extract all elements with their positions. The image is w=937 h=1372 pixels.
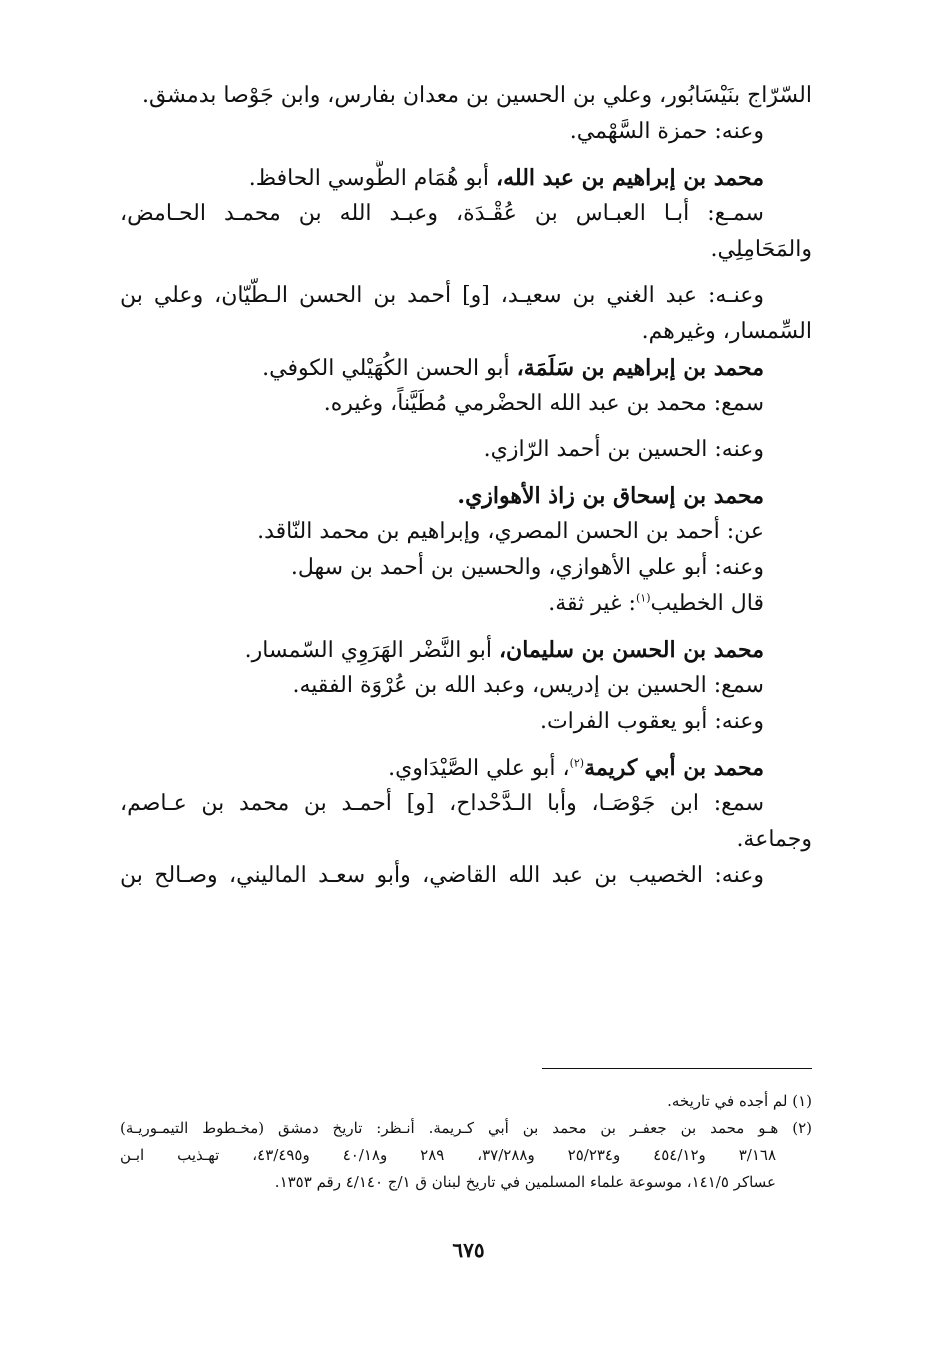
text-line: سمع: ابن جَوْصَـا، وأبا الـدَّحْداح، [و] أحمـد بن محمد بن عـاصم، (120, 791, 764, 816)
text-line: وعنه: أبو علي الأهوازي، والحسين بن أحمد بن سهل. (290, 555, 764, 580)
text-line: وعنه: حمزة السَّهْمي. (569, 119, 764, 144)
text-line: وعنه: الخصيب بن عبد الله القاضي، وأبو سعـد الماليني، وصـالح بن (120, 863, 764, 888)
footnote-2-continued: ٣/١٦٨ و٤٥٤/١٢ و٢٥/٢٣٤ و٣٧/٢٨٨، ٢٨٩ و٤٠/١٨ و٤٣/٤٩٥، تهـذيب ابـن (120, 1146, 776, 1164)
footnotes (120, 1088, 812, 1196)
footnote-1: (١) لم أجده في تاريخه. (667, 1092, 812, 1110)
text-line (120, 586, 812, 622)
quote-source: قال الخطيب (650, 591, 764, 616)
quote-text: : غير ثقة. (548, 591, 636, 616)
entry-heading (120, 350, 812, 386)
entry-kunya: أبو النَّضْر الهَرَوِي السّمسار. (244, 638, 499, 663)
entry-heading (120, 750, 812, 786)
footnote-2: (٢) هـو محمد بن جعفـر بن محمد بن أبي كـريمة. أنـظر: تاريخ دمشق (مخـطوط التيمـوريـة) (120, 1119, 812, 1137)
footnote-marker: (٢) (569, 756, 585, 770)
text-line: وعنـه: عبد الغني بن سعيـد، [و] أحمد بن الحسن الـطّيّان، وعلي بن (120, 283, 764, 308)
page-number: ٦٧٥ (452, 1238, 485, 1262)
entry-kunya: ، أبو علي الصَّيْدَاوي. (388, 756, 570, 781)
text-line: سمـع: أبـا العبـاس بن عُقْـدَة، وعبـد الله بن محمـد الحـامض، (120, 201, 764, 226)
entry-name: محمد بن إبراهيم بن سَلَمَة، (516, 355, 764, 381)
entry-heading (120, 160, 812, 196)
text-line: وعنه: أبو يعقوب الفرات. (539, 709, 764, 734)
text-line: عن: أحمد بن الحسن المصري، وإبراهيم بن محمد النّاقد. (257, 519, 764, 544)
entry-name: محمد بن إبراهيم بن عبد الله، (496, 165, 764, 191)
footnote-divider (542, 1068, 812, 1069)
entry-name: محمد بن الحسن بن سليمان، (498, 637, 764, 663)
text-line: وجماعة. (736, 827, 812, 852)
entry-heading (120, 478, 812, 514)
entry-kunya: أبو هُمَام الطُّوسي الحافظ. (248, 166, 497, 191)
entry-name: محمد بن إسحاق بن زاذ الأهوازي. (457, 483, 764, 509)
footnote-2-continued: عساكر ١٤١/٥، موسوعة علماء المسلمين في تاريخ لبنان ق ١/ج ٤/١٤٠ رقم ١٣٥٣. (274, 1173, 776, 1191)
text-line: سمع: محمد بن عبد الله الحضْرمي مُطَيَّناً، وغيره. (323, 391, 764, 416)
text-line: سمع: الحسين بن إدريس، وعبد الله بن عُرْوَة الفقيه. (292, 673, 764, 698)
text-line: والمَحَامِلِي. (710, 237, 812, 262)
text-line: وعنه: الحسين بن أحمد الرّازي. (483, 437, 764, 462)
main-text (120, 78, 812, 894)
entry-heading (120, 632, 812, 668)
footnote-marker: (١) (635, 591, 651, 605)
entry-kunya: أبو الحسن الكُهَيْلي الكوفي. (262, 356, 517, 381)
entry-name: محمد بن أبي كريمة (584, 755, 764, 781)
text-line: السّرّاج بنَيْسَابُور، وعلي بن الحسين بن معدان بفارس، وابن جَوْصا بدمشق. (141, 83, 812, 108)
text-line: السِّمسار، وغيرهم. (641, 319, 812, 344)
